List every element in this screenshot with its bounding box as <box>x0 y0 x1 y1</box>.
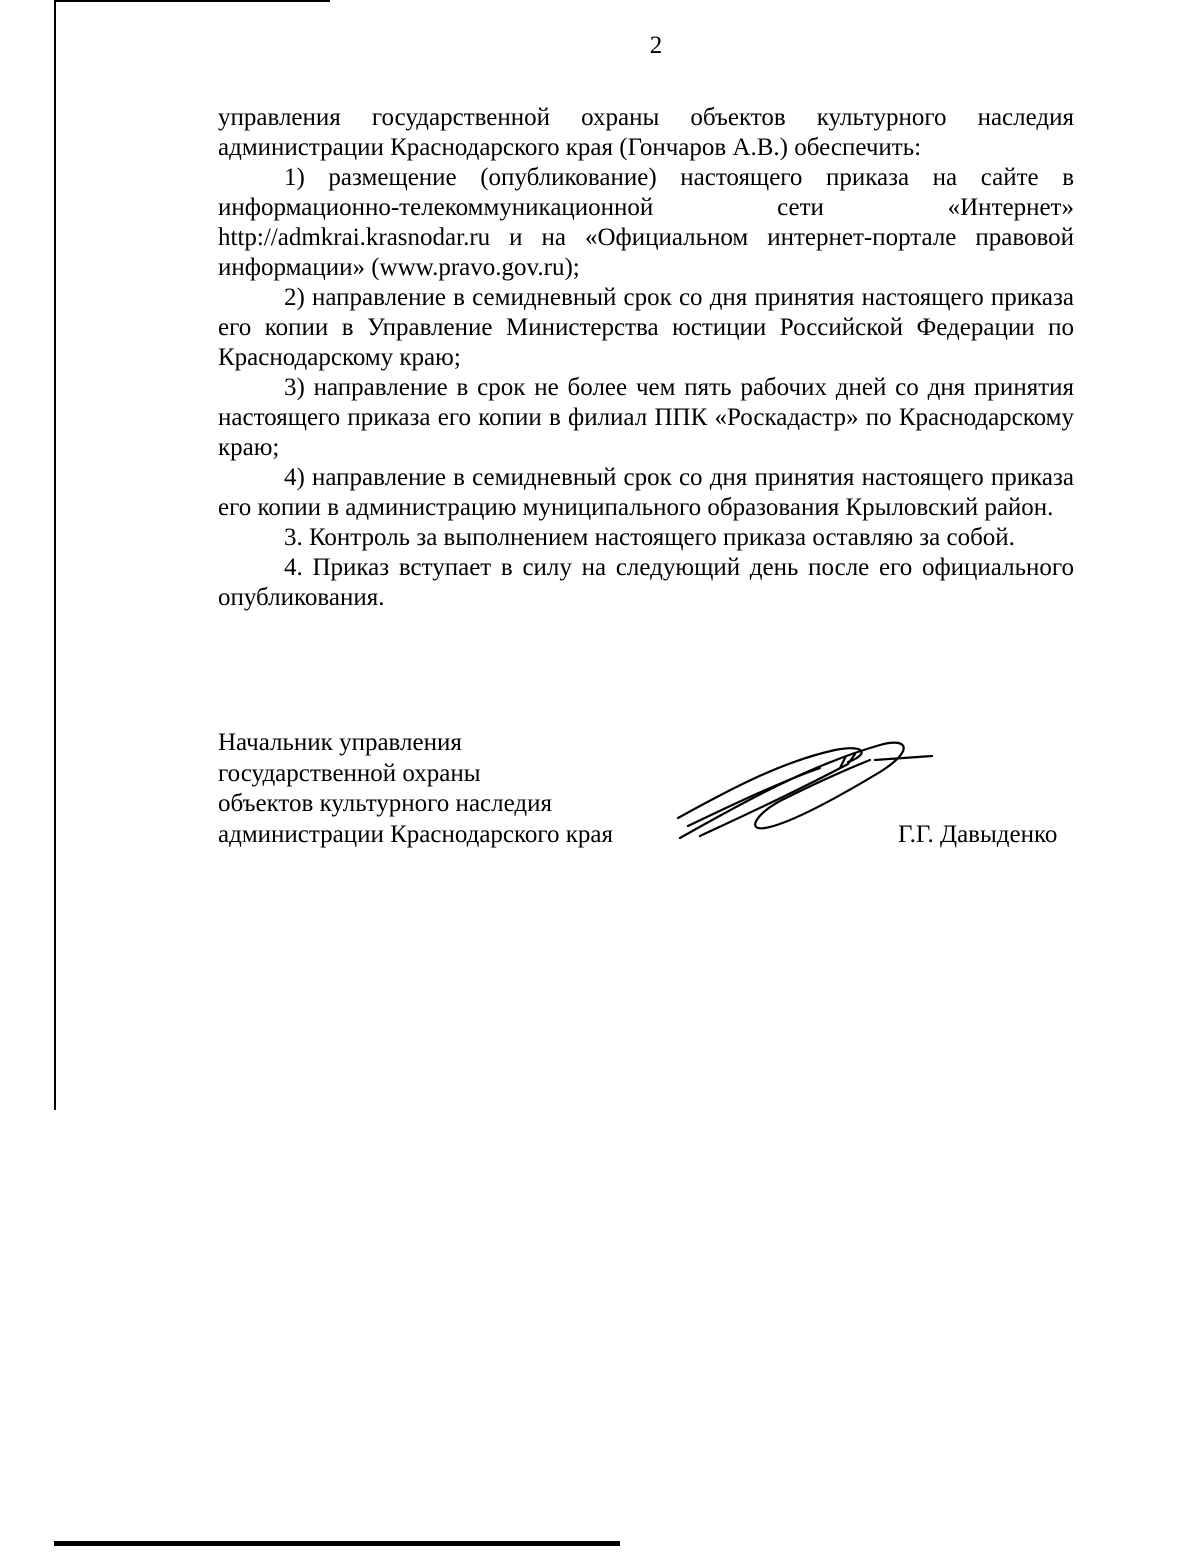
paragraph-item-3: 3) направление в срок не более чем пять рабочих дней со дня принятия настоящего приказа его копии в филиал ППК «Роскадастр» по Краснодарскому краю; <box>218 374 1074 461</box>
signatory-title <box>218 728 613 850</box>
scan-edge-bottom <box>54 1541 620 1546</box>
paragraph-clause-4: 4. Приказ вступает в силу на следующий день после его официального опубликования. <box>218 554 1074 611</box>
signatory-name: Г.Г. Давыденко <box>898 821 1058 848</box>
page-number: 2 <box>649 32 663 59</box>
paragraph-intro: управления государственной охраны объектов культурного наследия администрации Краснодарского края (Гончаров А.В.) обеспечить: <box>218 104 1074 161</box>
signatory-title-line: Начальник управления <box>218 729 462 756</box>
paragraph-item-1: 1) размещение (опубликование) настоящего приказа на сайте в информационно-телекоммуникационной сети «Интернет» http://admkrai.krasnodar.ru и на «Официальном интернет-портале правовой информации» (www.pravo.gov.ru); <box>218 164 1074 281</box>
signatory-title-line: администрации Краснодарского края <box>218 820 614 848</box>
document-body <box>218 103 1074 613</box>
scan-edge-top <box>55 0 330 2</box>
paragraph-item-2: 2) направление в семидневный срок со дня принятия настоящего приказа его копии в Управление Министерства юстиции Российской Федерации по Краснодарскому краю; <box>218 284 1074 371</box>
paragraph-clause-3: 3. Контроль за выполнением настоящего приказа оставляю за собой. <box>284 524 1015 551</box>
signatory-title-line: объектов культурного наследия <box>218 790 552 817</box>
scan-edge-left <box>54 0 56 1110</box>
signatory-title-line: государственной охраны <box>218 759 481 787</box>
paragraph-item-4: 4) направление в семидневный срок со дня принятия настоящего приказа его копии в администрацию муниципального образования Крыловский район. <box>218 464 1074 521</box>
